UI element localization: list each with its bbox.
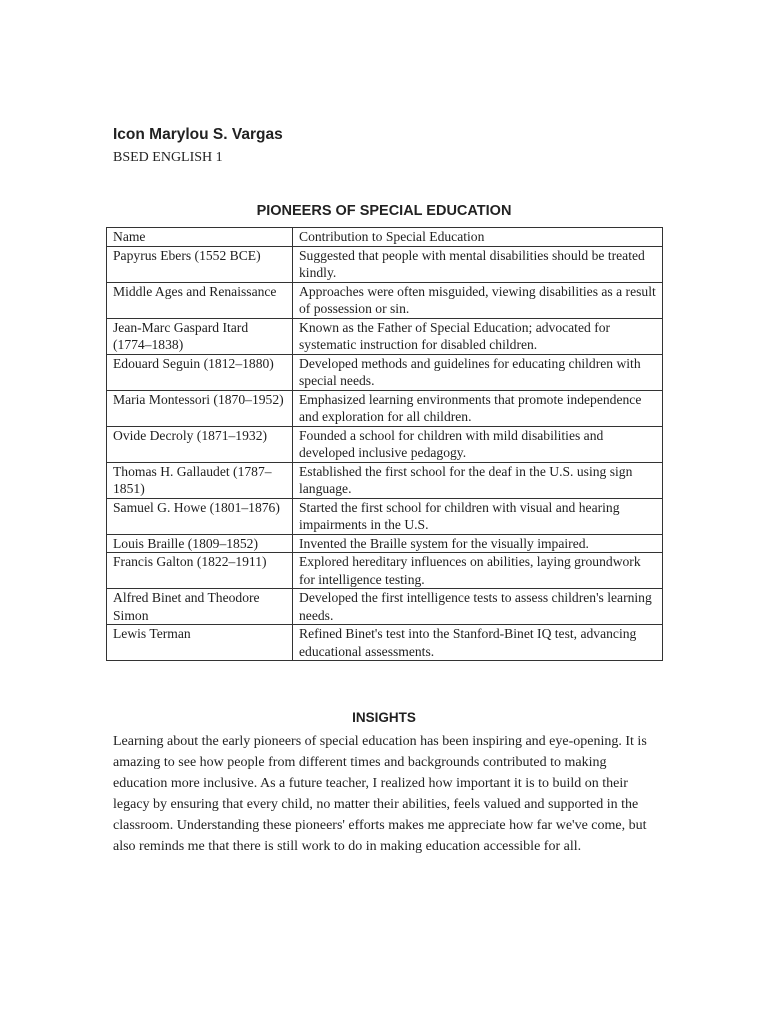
contribution-cell: Established the first school for the deaf in the U.S. using sign language. [293, 462, 663, 498]
contribution-cell: Developed methods and guidelines for educating children with special needs. [293, 354, 663, 390]
table-row [107, 426, 663, 462]
pioneer-name-cell: Lewis Terman [107, 625, 293, 661]
pioneer-name-cell: Edouard Seguin (1812–1880) [107, 354, 293, 390]
table-row [107, 462, 663, 498]
course-label: BSED ENGLISH 1 [113, 150, 223, 165]
contribution-cell: Started the first school for children with visual and hearing impairments in the U.S. [293, 498, 663, 534]
table-row [107, 246, 663, 282]
pioneer-name-cell: Thomas H. Gallaudet (1787–1851) [107, 462, 293, 498]
pioneer-name-cell: Jean-Marc Gaspard Itard (1774–1838) [107, 318, 293, 354]
pioneer-name-cell: Maria Montessori (1870–1952) [107, 390, 293, 426]
contribution-cell: Emphasized learning environments that promote independence and exploration for all children. [293, 390, 663, 426]
contribution-cell: Founded a school for children with mild disabilities and developed inclusive pedagogy. [293, 426, 663, 462]
pioneer-name-cell: Papyrus Ebers (1552 BCE) [107, 246, 293, 282]
pioneer-name-cell: Alfred Binet and Theodore Simon [107, 589, 293, 625]
table-row [107, 354, 663, 390]
pioneers-table [106, 227, 663, 661]
column-header-name: Name [107, 228, 293, 247]
pioneer-name-cell: Francis Galton (1822–1911) [107, 553, 293, 589]
contribution-cell: Approaches were often misguided, viewing disabilities as a result of possession or sin. [293, 282, 663, 318]
author-name: Icon Marylou S. Vargas [113, 126, 283, 143]
column-header-contribution: Contribution to Special Education [293, 228, 663, 247]
table-title: PIONEERS OF SPECIAL EDUCATION [256, 203, 512, 219]
table-row [107, 553, 663, 589]
contribution-cell: Known as the Father of Special Education; advocated for systematic instruction for disabled children. [293, 318, 663, 354]
contribution-cell: Suggested that people with mental disabilities should be treated kindly. [293, 246, 663, 282]
table-row [107, 498, 663, 534]
pioneer-name-cell: Samuel G. Howe (1801–1876) [107, 498, 293, 534]
table-header-row [107, 228, 663, 247]
table-row [107, 390, 663, 426]
contribution-cell: Invented the Braille system for the visually impaired. [293, 534, 663, 553]
table-row [107, 589, 663, 625]
table-row [107, 282, 663, 318]
pioneer-name-cell: Louis Braille (1809–1852) [107, 534, 293, 553]
contribution-cell: Refined Binet's test into the Stanford-Binet IQ test, advancing educational assessments. [293, 625, 663, 661]
table-row [107, 534, 663, 553]
table-row [107, 625, 663, 661]
insights-heading: INSIGHTS [352, 710, 416, 725]
insights-paragraph: Learning about the early pioneers of special education has been inspiring and eye-opening. It is amazing to see how people from different times and backgrounds contributed to making education more inclusive. As a future teacher, I realized how important it is to build on their legacy by ensuring that every child, no matter their abilities, feels valued and supported in the classroom. Understanding these pioneers' efforts makes me appreciate how far we've come, but also reminds me that there is still work to do in making education accessible for all. [113, 734, 647, 854]
pioneer-name-cell: Middle Ages and Renaissance [107, 282, 293, 318]
pioneer-name-cell: Ovide Decroly (1871–1932) [107, 426, 293, 462]
table-row [107, 318, 663, 354]
contribution-cell: Explored hereditary influences on abilities, laying groundwork for intelligence testing. [293, 553, 663, 589]
contribution-cell: Developed the first intelligence tests to assess children's learning needs. [293, 589, 663, 625]
